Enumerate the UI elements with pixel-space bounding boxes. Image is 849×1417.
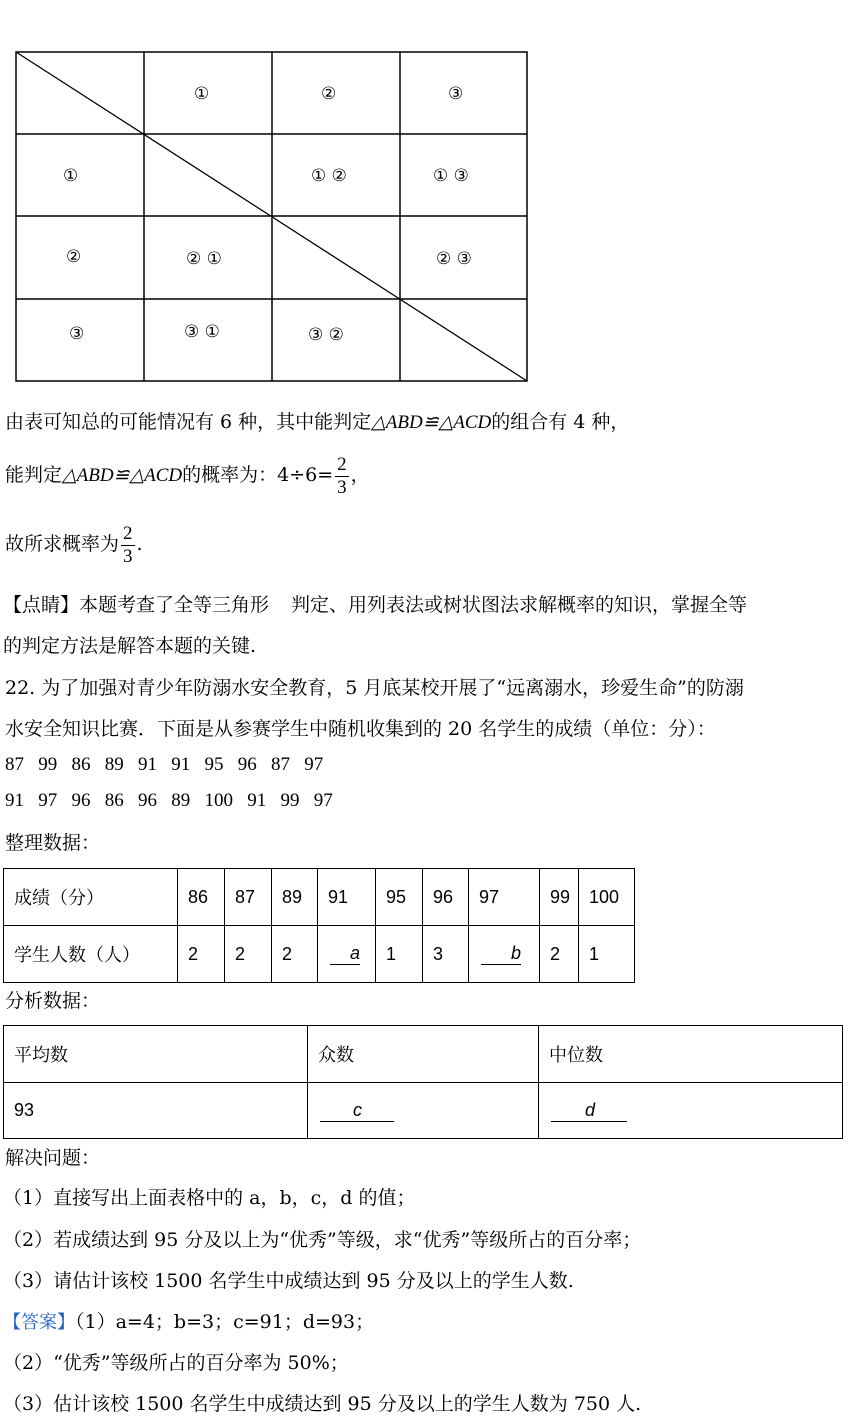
table-cell: 89 [272,869,318,926]
table-cell [308,1083,539,1139]
question-1: （1）直接写出上面表格中的 a，b，c，d 的值； [3,1187,416,1209]
table-cell: 91 [318,869,376,926]
table-cell [318,926,376,983]
fraction-two-thirds: $\frac{2}{3}$ [123,522,133,567]
question-2: （2）若成绩达到 95 分及以上为“优秀”等级，求“优秀”等级所占的百分率； [3,1229,642,1251]
problem-22-line-1: 22. 为了加强对青少年防溺水安全教育，5 月底某校开展了“远离溺水，珍爱生命”的防溺 [5,677,744,699]
blank-a: a [330,943,360,965]
table-cell: 99 [540,869,579,926]
final-probability-line: 故所求概率为 $\frac{2}{3}$ . [5,522,143,567]
frequency-table [3,868,635,983]
comment-line-2: 的判定方法是解答本题的关键. [3,635,257,657]
table-row [4,1026,843,1083]
analyze-data-heading: 分析数据： [5,990,101,1012]
table-cell: 学生人数（人） [4,926,178,983]
table-cell: 93 [4,1083,308,1139]
conclusion-line-1: 由表可知总的可能情况有 6 种，其中能判定△ABD≌△ACD的组合有 4 种， [5,411,630,433]
table-cell: 1 [376,926,423,983]
table-cell: 97 [469,869,540,926]
table-cell: 成绩（分） [4,869,178,926]
table-cell: 2 [178,926,225,983]
solve-heading: 解决问题： [5,1147,101,1169]
table-cell: 2 [540,926,579,983]
scores-line-1: 87 99 86 89 91 91 95 96 87 97 [5,754,324,775]
grid-row-label-3: ③ [69,324,85,344]
grid-row-label-2: ② [66,247,82,267]
grid-cell: ③ ① [184,322,220,342]
grid-cell: ③ ② [308,325,344,345]
table-cell: 平均数 [4,1026,308,1083]
table-cell [469,926,540,983]
grid-header-3: ③ [448,84,464,104]
table-cell: 2 [225,926,272,983]
fraction-two-thirds: $\frac{2}{3}$ [337,453,347,498]
grid-cell: ② ① [186,249,222,269]
table-row [4,869,635,926]
table-cell: 96 [423,869,469,926]
probability-line: 能判定△ABD≌△ACD的概率为：4÷6= $\frac{2}{3}$ ， [5,453,370,498]
grid-cell: ① ③ [433,166,469,186]
grid-header-1: ① [194,84,210,104]
answer-line-3: （3）估计该校 1500 名学生中成绩达到 95 分及以上的学生人数为 750 人. [3,1393,642,1415]
answer-line-2: （2）“优秀”等级所占的百分率为 50%； [3,1352,349,1374]
table-cell: 众数 [308,1026,539,1083]
table-cell [539,1083,843,1139]
table-row [4,1083,843,1139]
blank-c: c [320,1100,394,1122]
grid-cell: ② ③ [436,249,472,269]
problem-22-line-2: 水安全知识比赛．下面是从参赛学生中随机收集到的 20 名学生的成绩（单位：分）： [5,718,716,740]
answer-tag: 【答案】 [3,1312,75,1333]
table-cell: 86 [178,869,225,926]
table-cell: 中位数 [539,1026,843,1083]
table-cell: 3 [423,926,469,983]
table-cell: 2 [272,926,318,983]
answer-line-1: 【答案】（1）a=4；b=3；c=91；d=93； [3,1311,375,1333]
blank-d: d [551,1100,627,1122]
organize-data-heading: 整理数据： [5,832,101,854]
blank-b: b [481,943,521,965]
table-cell: 95 [376,869,423,926]
grid-cell: ① ② [311,166,347,186]
grid-row-label-1: ① [63,166,79,186]
table-cell: 87 [225,869,272,926]
question-3: （3）请估计该校 1500 名学生中成绩达到 95 分及以上的学生人数. [3,1270,574,1292]
table-row [4,926,635,983]
comment-line-1: 【点睛】本题考查了全等三角形 判定、用列表法或树状图法求解概率的知识，掌握全等 [3,594,748,616]
grid-header-2: ② [321,84,337,104]
table-cell: 1 [579,926,635,983]
scores-line-2: 91 97 96 86 96 89 100 91 99 97 [5,790,333,811]
table-cell: 100 [579,869,635,926]
statistics-table [3,1025,843,1139]
